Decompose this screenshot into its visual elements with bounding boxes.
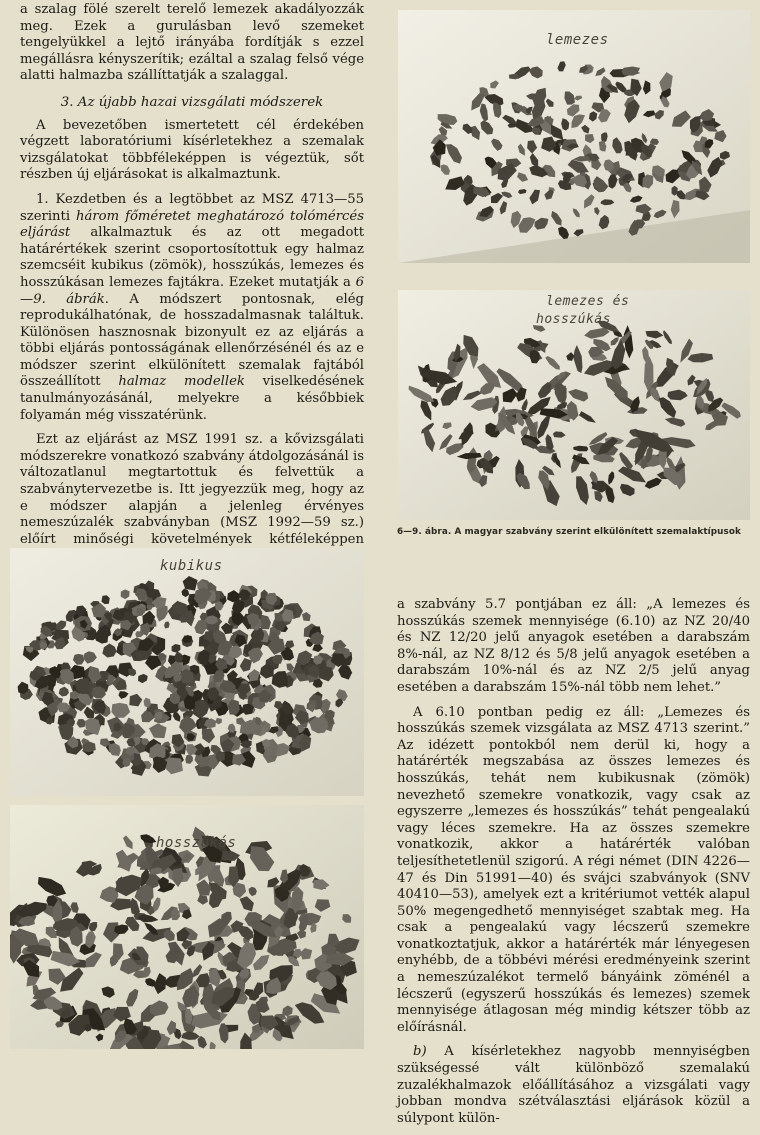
paragraph-standard-quote: a szabvány 5.7 pontjában ez áll: „A lemezes és hosszúkás szemek mennyisége (6.10) az NZ 20/40 és NZ 12/20 jelű anyagok esetében a darabszám 8%-nál, az NZ 8/12 és 5/8 jelű anyagok esetében a darabszám 10%-nál és az NZ 2/5 jelű anyag esetében a darabszám 15%-nál több nem lehet.”	[397, 597, 750, 695]
figure-label-kubikus: kubikus	[160, 558, 223, 574]
right-column	[397, 597, 750, 1135]
paragraph-standard: Ezt az eljárást az MSZ 1991 sz. a kővizsgálati módszerekre vonatkozó szabvány átdolgozásánál is változatlanul megtartottuk és felvettük a szabványtervezetbe is. Itt jegyezzük meg, hogy az e módszer alapján a jelenleg érvényes nemeszúzalék szabványban (MSZ 1992—59 sz.) előírt minőségi követelmények kétféleképpen	[20, 432, 364, 547]
figure-kubikus	[10, 548, 364, 796]
paragraph-610: A 6.10 pontban pedig ez áll: „Lemezes és hosszúkás szemek vizsgálata az MSZ 4713 szerint.” Az idézett pontokból nem derül ki, hogy a határérték megszabása az összes lemezes és hosszúkás, tehát nem kubikusnak (zömök) nevezhető szemekre vonatkozik, vagy csak az egyszerre „lemezes és hosszúkás” tehát pengealakú vagy léces szemekre. Ha az összes szemekre vonatkozik, akkor a határérték valóban teljesíthetetlenül szigorú. A régi német (DIN 4226—47 és Din 51991—40) és svájci szabványok (SNV 40410—53), amelyek ezt a kritériumot vették alapul 50% megengedhető mennyiséget szabtak meg. Ha csak a pengealakú vagy lécszerű szemekre vonatkoztatjuk, akkor a határérték már lényegesen enyhébb, de a többévi mérési eredményeink szerint a nemeszúzalékot termelő bányáink zöménél a lécszerű (egyszerű hosszúkás és lemezes) szemek mennyisége átlagosan még mindig kétszer több az előírásnál.	[397, 704, 750, 1035]
paragraph-method-1: 1. Kezdetben és a legtöbbet az MSZ 4713—55 szerinti három főméretet meghatározó tolómércés eljárást alkalmaztuk és az ott megadott határértékek szerint csoportosítottuk egy halmaz szemcséit kubikus (zömök), hosszúkás, lemezes és hosszúkásan lemezes fajtákra. Ezeket mutatják a 6—9. ábrák. A módszert pontosnak, elég reprodukálhatónak, de hosszadalmasnak találtuk. Különösen hasznosnak bizonyult ez az eljárás a többi eljárás pontosságának ellenőrzésénél és az e módszer szerint elkülönített szemalak fajtából összeállított halmaz modellek viselkedésének tanulmányozásánál, melyekre a későbbiek folyamán még visszatérünk.	[20, 191, 364, 423]
gravel-photo-kubikus	[10, 548, 364, 796]
paragraph-continuation: a szalag fölé szerelt terelő lemezek akadályozzák meg. Ezek a gurulásban levő szemeket tengelyükkel a lejtő irányába fordítják s ezzel megállásra kényszerítik; ezáltal a szalag felső vége alatti halmazba szállíttatják a szalaggal.	[20, 2, 364, 84]
figure-label-hosszukas: hosszúkás	[156, 835, 237, 851]
figure-label-lemezes-es: lemezes és	[546, 294, 630, 309]
figure-caption: 6—9. ábra. A magyar szabvány szerint elkülönített szemalaktípusok	[397, 527, 741, 537]
figure-label-hosszukas-sub: hosszúkás	[536, 312, 611, 327]
section-heading: 3. Az újabb hazai vizsgálati módszerek	[60, 94, 324, 110]
left-column	[20, 2, 364, 573]
figure-label-lemezes: lemezes	[546, 32, 609, 48]
figure-lemezes-hosszukas	[398, 290, 750, 520]
figure-lemezes	[398, 10, 750, 263]
paragraph-b: b) A kísérletekhez nagyobb mennyiségben szükségessé vált különböző szemalakú zuzalékhalmazok előállításához a vizsgálati vagy jobban mondva szétválasztási eljárások közül a súlypont külön-	[397, 1044, 750, 1126]
paragraph-intro: A bevezetőben ismertetett cél érdekében végzett laboratóriumi kísérletekhez a szemalak vizsgálatokat többféleképpen is végeztük, sőt részben új eljárásokat is alkalmaztunk.	[20, 117, 364, 183]
figure-hosszukas	[10, 805, 364, 1049]
